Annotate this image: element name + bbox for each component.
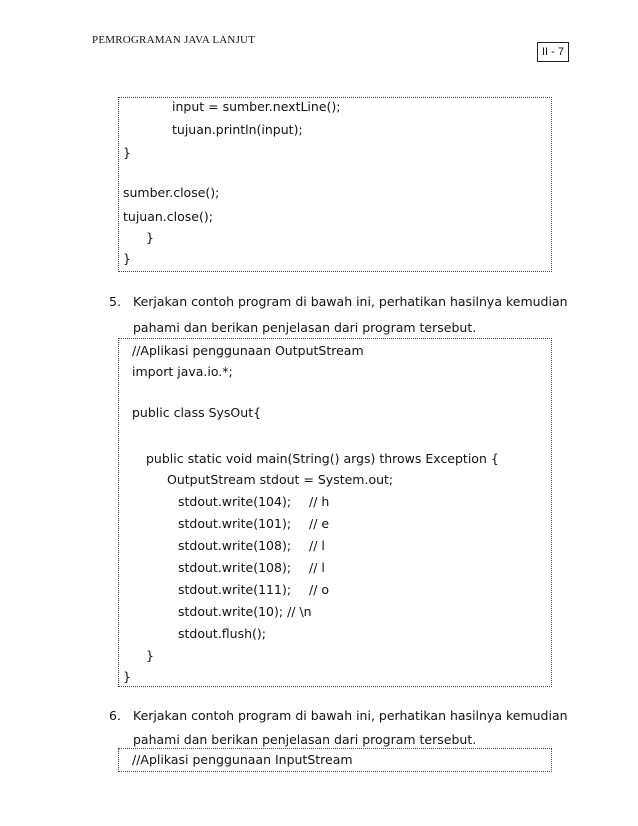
code-block-2: [118, 338, 552, 687]
code-block-1: [118, 97, 552, 272]
code-line: stdout.write(104);: [178, 494, 292, 509]
code-line: sumber.close();: [123, 185, 220, 200]
code-line: stdout.write(108);: [178, 560, 292, 575]
question-number: 5.: [109, 294, 121, 309]
code-line: }: [123, 251, 131, 266]
code-line: }: [123, 145, 131, 160]
code-line: }: [146, 648, 154, 663]
code-line: input = sumber.nextLine();: [172, 99, 341, 114]
code-comment: // e: [309, 516, 330, 531]
code-comment-line: //Aplikasi penggunaan OutputStream: [132, 343, 364, 358]
question-text: pahami dan berikan penjelasan dari program tersebut.: [133, 732, 477, 747]
question-text: pahami dan berikan penjelasan dari program tersebut.: [133, 320, 477, 335]
code-block-3: [118, 748, 552, 772]
code-line: public static void main(String() args) throws Exception {: [146, 451, 499, 466]
code-line: stdout.write(108);: [178, 538, 292, 553]
question-number: 6.: [109, 708, 121, 723]
page-number-badge: II - 7: [537, 42, 569, 62]
code-line: stdout.write(10); // \n: [178, 604, 312, 619]
code-line: }: [123, 669, 131, 684]
question-text: Kerjakan contoh program di bawah ini, perhatikan hasilnya kemudian: [133, 708, 568, 723]
question-text: Kerjakan contoh program di bawah ini, perhatikan hasilnya kemudian: [133, 294, 568, 309]
code-comment: // h: [309, 494, 330, 509]
code-line: stdout.flush();: [178, 626, 266, 641]
code-comment: // l: [309, 560, 325, 575]
code-line: public class SysOut{: [132, 405, 262, 420]
code-line: tujuan.println(input);: [172, 122, 303, 137]
code-line: tujuan.close();: [123, 209, 213, 224]
code-comment: // l: [309, 538, 325, 553]
code-comment: // o: [309, 582, 330, 597]
code-comment-line: //Aplikasi penggunaan InputStream: [132, 752, 353, 767]
code-line: OutputStream stdout = System.out;: [167, 472, 394, 487]
code-line: stdout.write(101);: [178, 516, 292, 531]
code-line: import java.io.*;: [132, 364, 233, 379]
document-header-title: PEMROGRAMAN JAVA LANJUT: [92, 34, 256, 46]
code-line: stdout.write(111);: [178, 582, 292, 597]
code-line: }: [146, 230, 154, 245]
